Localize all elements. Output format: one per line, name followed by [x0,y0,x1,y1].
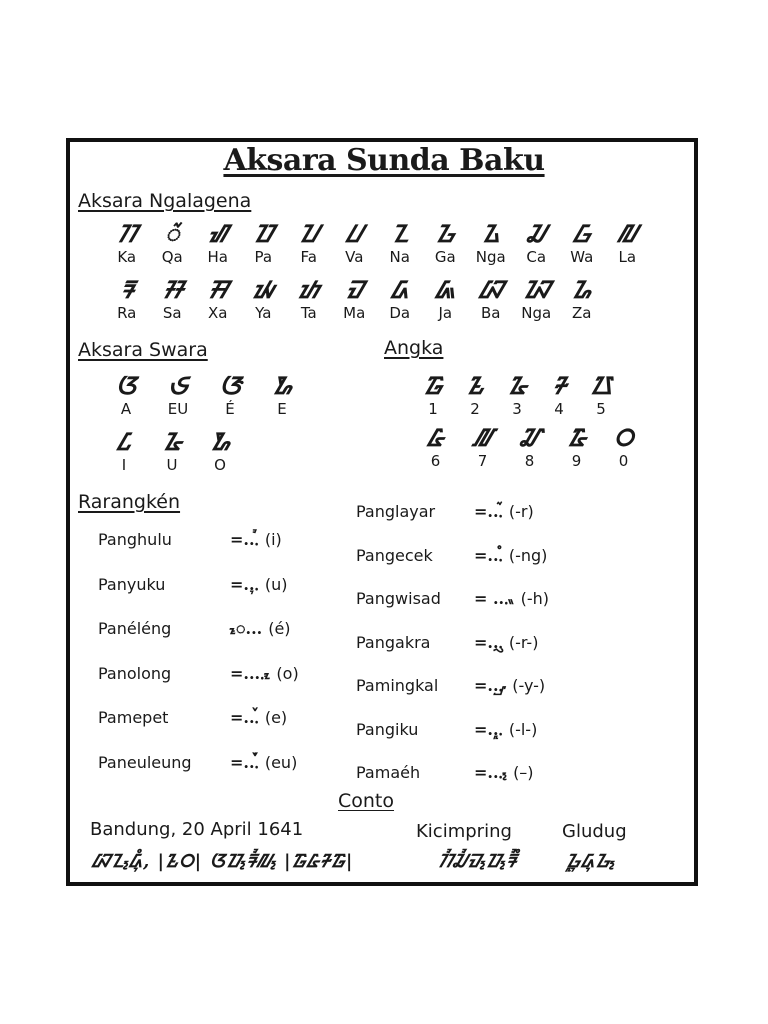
latin-label: Sa [162,304,182,322]
sundanese-glyph: ᮒ [298,275,320,304]
latin-label: Fa [300,248,317,266]
rarangken-item [356,631,538,654]
sundanese-glyph: ᮰ [613,423,634,452]
rarangken-name: Panghulu [98,530,172,549]
sundanese-glyph: ᮝ [573,219,590,248]
rarangken-value: (o) [276,663,299,683]
letter-cell [195,276,241,322]
letter-cell [100,428,148,474]
latin-label: Ya [255,304,272,322]
swara-row-1 [100,372,308,418]
ngalagena-heading: Aksara Ngalagena [78,190,252,212]
sundanese-glyph: ᮍ [482,219,500,248]
latin-label: Xa [208,304,228,322]
rarangken-name: Paneuleung [98,752,192,772]
conto-heading: Conto [338,790,395,812]
letter-cell [423,276,469,322]
rarangken-sign: =...ᮀ [474,545,503,565]
rarangken-name: Panglayar [356,502,436,521]
sundanese-glyph: ᮎ [527,219,546,248]
latin-label: 3 [512,400,522,418]
rarangken-sign: =....ᮧ [230,663,271,683]
angka-row-1 [412,372,622,418]
rarangken-name: Panolong [98,663,172,683]
rarangken-item [356,718,537,741]
letter-cell [605,220,651,266]
latin-label: Ba [481,304,501,322]
sundanese-glyph: ᮑ [523,275,550,304]
letter-cell [538,372,580,418]
rarangken-item [98,573,287,596]
sundanese-glyph: ᮄ [117,427,131,456]
letter-cell [204,372,256,418]
rarangken-item [356,587,549,610]
letter-cell [377,276,423,322]
latin-label: Pa [254,248,273,266]
sundanese-glyph: ᮱ [423,371,443,400]
sundanese-glyph: ᮆ [219,371,241,400]
sundanese-glyph: ᮇ [272,371,292,400]
latin-label: 0 [618,452,629,470]
rarangken-value: (eu) [264,752,298,772]
rarangken-value: (-h) [520,589,550,608]
latin-label: Ka [117,248,137,266]
sundanese-glyph: ᮳ [507,371,527,400]
sundanese-glyph: ᮃ [115,371,137,400]
rarangken-sign: =...ᮢ [474,632,503,652]
latin-label: 7 [477,452,488,470]
sundanese-glyph: ᮕ [253,219,273,248]
rarangken-sign: =...ᮨ [230,708,259,727]
rarangken-name: Pangecek [356,545,433,565]
latin-label: Ra [117,304,137,322]
latin-label: A [120,400,132,418]
letter-cell [241,220,287,266]
sundanese-glyph: ᮏ [435,275,456,304]
ngalagena-row-1 [104,220,650,266]
letter-cell [286,220,332,266]
rarangken-value: (-r) [508,502,534,521]
latin-label: Ta [300,304,317,322]
sundanese-glyph: ᮅ [162,427,182,456]
latin-label: Ma [343,304,366,322]
latin-label: Nga [521,304,552,322]
sundanese-glyph: ᮜ [617,219,637,248]
rarangken-value: (–) [513,763,534,782]
letter-cell [195,220,241,266]
latin-label: Za [572,304,592,322]
rarangken-sign: ᮦ... [230,619,263,638]
latin-label: 5 [596,400,606,418]
sundanese-glyph: ᮟ [208,275,228,304]
angka-heading: Angka [384,337,444,359]
latin-label: Ja [438,304,453,322]
rarangken-value: (-ng) [508,545,548,565]
letter-cell [412,372,454,418]
sundanese-glyph: ᮌ [435,219,455,248]
letter-cell [412,424,459,470]
latin-label: O [214,456,226,474]
rarangken-name: Pangwisad [356,589,441,608]
letter-cell [454,372,496,418]
swara-heading: Aksara Swara [78,339,208,361]
latin-label: Ca [526,248,547,266]
letter-cell [559,276,605,322]
latin-label: U [166,456,178,474]
letter-cell [506,424,553,470]
letter-cell [377,220,423,266]
sundanese-glyph: ᮘ [479,275,503,304]
rarangken-item [98,528,282,551]
letter-cell [196,428,244,474]
angka-row-2 [412,424,647,470]
rarangken-sign: =...ᮡ [474,676,507,695]
sundanese-glyph: ᮴ [552,371,566,400]
example-2-latin: Kicimpring [416,821,512,842]
example-3-script: ᮌᮣᮥᮓᮥᮌ᮪ [566,851,616,872]
sundanese-glyph: ᮐ [571,275,592,304]
latin-label: 8 [524,452,535,470]
latin-label: Na [389,248,410,266]
sundanese-glyph: ᮊ [117,219,137,248]
sundanese-glyph: ᮗ [346,219,363,248]
sundanese-glyph: ᮵ [590,371,612,400]
rarangken-name: Pangakra [356,632,431,652]
rarangken-name: Pamingkal [356,676,439,695]
rarangken-name: Pamepet [98,708,169,727]
latin-label: La [618,248,637,266]
latin-label: EU [167,400,189,418]
rarangken-sign: = ...ᮂ [474,589,515,608]
latin-label: 6 [430,452,441,470]
latin-label: Va [345,248,364,266]
latin-label: Da [389,304,411,322]
rarangken-item [98,662,299,685]
letter-cell [496,372,538,418]
letter-cell [150,276,196,322]
rarangken-item [98,751,297,774]
latin-label: Ga [434,248,456,266]
rarangken-value: (e) [264,708,288,727]
page-title: Aksara Sunda Baku [223,143,545,178]
ngalagena-row-2 [104,276,605,322]
sundanese-glyph: ᮁ [165,219,180,248]
letter-cell [150,220,196,266]
latin-label: Nga [475,248,506,266]
latin-label: Wa [570,248,594,266]
sundanese-glyph: ᮞ [162,275,182,304]
sundanese-glyph: ᮷ [473,423,492,452]
letter-cell [514,276,560,322]
letter-cell [332,220,378,266]
letter-cell [241,276,287,322]
sundanese-glyph: ᮹ [567,423,586,452]
rarangken-value: (-y-) [512,676,546,695]
rarangken-value: (u) [264,574,288,594]
rarangken-item [356,500,534,523]
rarangken-value: (é) [268,619,291,638]
latin-label: 9 [571,452,582,470]
latin-label: 2 [470,400,480,418]
letter-cell [459,424,506,470]
rarangken-value: (-r-) [508,632,539,652]
sundanese-glyph: ᮓ [391,275,409,304]
latin-label: I [121,456,127,474]
rarangken-sign: =...ᮤ [230,530,259,549]
letter-cell [514,220,560,266]
rarangken-item [356,544,547,567]
sundanese-glyph: ᮖ [299,219,319,248]
letter-cell [423,220,469,266]
rarangken-item [356,674,545,697]
sundanese-glyph: ᮲ [466,371,484,400]
sundanese-glyph: ᮶ [427,423,444,452]
letter-cell [600,424,647,470]
rarangken-item [98,617,291,640]
rarangken-value: (i) [264,530,282,549]
swara-row-2 [100,428,244,474]
latin-label: 4 [554,400,564,418]
letter-cell [148,428,196,474]
sundanese-glyph: ᮚ [252,275,274,304]
rarangken-heading: Rarangkén [78,491,181,513]
sundanese-glyph: ᮠ [208,219,227,248]
rarangken-item [98,706,287,729]
rarangken-sign: =...᮪ [474,763,508,782]
letter-cell [468,220,514,266]
rarangken-sign: =...ᮥ [230,574,259,594]
letter-cell [580,372,622,418]
rarangken-sign: =...ᮁ [474,502,503,521]
letter-cell [256,372,308,418]
rarangken-name: Pamaéh [356,763,421,782]
sundanese-glyph: ᮙ [345,275,363,304]
sundanese-glyph: ᮈ [168,371,188,400]
rarangken-name: Panéléng [98,619,172,638]
letter-cell [286,276,332,322]
sundanese-glyph: ᮛ [120,275,134,304]
latin-label: Ha [207,248,228,266]
sundanese-glyph: ᮔ [391,219,409,248]
letter-cell [104,220,150,266]
sundanese-glyph: ᮇ [210,427,230,456]
example-3-latin: Gludug [562,821,627,842]
latin-label: É [225,400,235,418]
latin-label: E [277,400,287,418]
letter-cell [104,276,150,322]
rarangken-item [356,761,534,784]
rarangken-sign: =...ᮩ [230,752,259,772]
letter-cell [468,276,514,322]
example-2-script: ᮊᮤᮎᮤᮙ᮪ᮕ᮪ᮛᮤᮀ [438,851,517,872]
letter-cell [553,424,600,470]
rarangken-value: (-l-) [508,719,538,739]
rarangken-name: Pangiku [356,719,419,739]
letter-cell [332,276,378,322]
letter-cell [559,220,605,266]
rarangken-name: Panyuku [98,574,166,594]
letter-cell [100,372,152,418]
example-1-latin: Bandung, 20 April 1641 [90,819,304,840]
latin-label: Qa [161,248,183,266]
example-1-script: ᮘᮔ᮪ᮓᮥᮀ, |᮲᮰| ᮃᮕ᮪ᮛᮤᮜ᮪ |᮱᮶᮴᮱| [92,851,354,872]
letter-cell [152,372,204,418]
rarangken-sign: =...ᮣ [474,719,503,739]
latin-label: 1 [428,400,438,418]
sundanese-glyph: ᮸ [519,423,540,452]
